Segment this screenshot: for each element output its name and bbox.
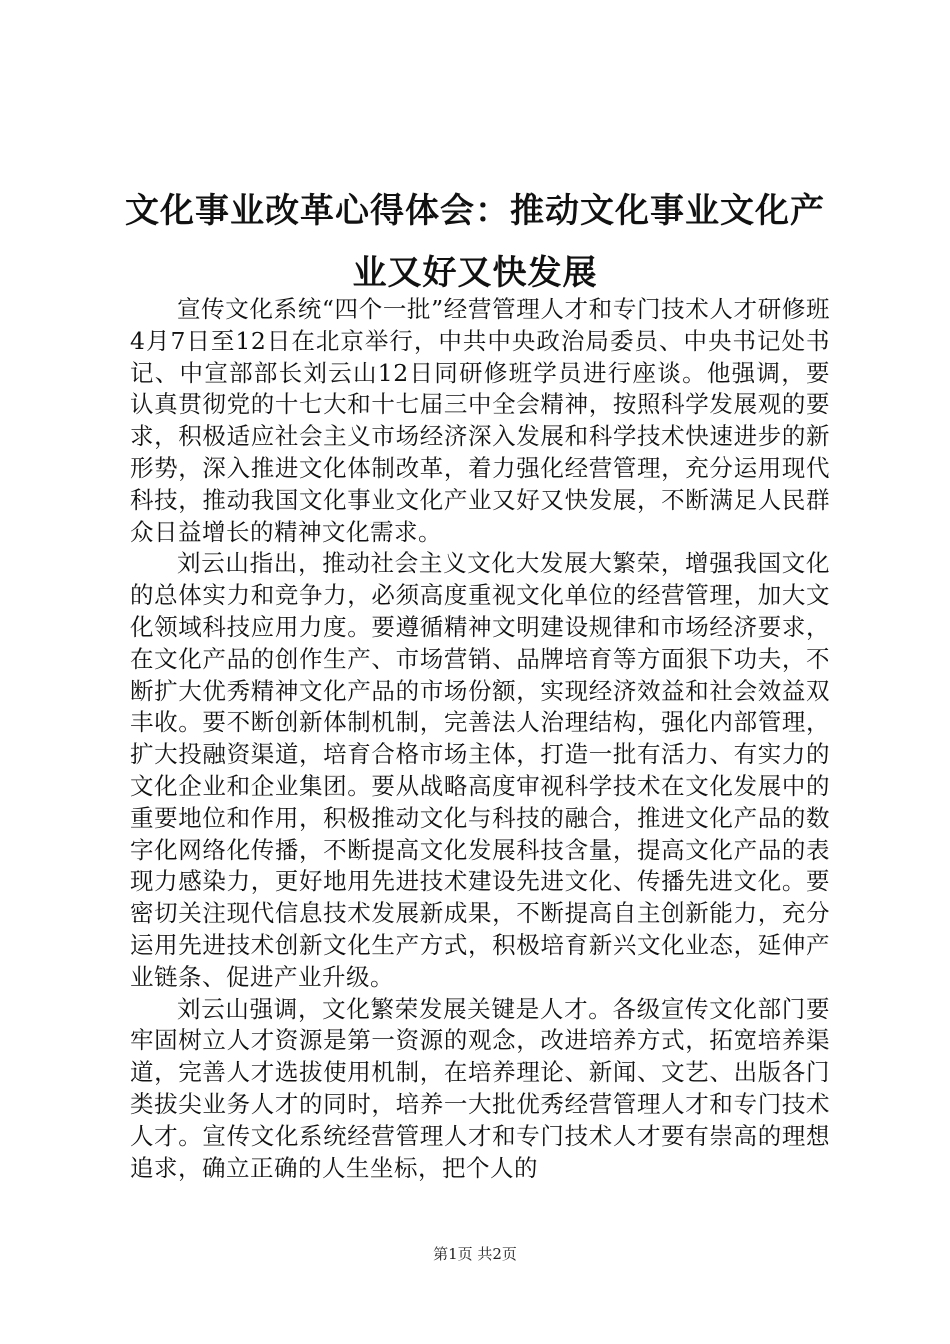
document-body [130, 294, 830, 1184]
paragraph-3: 刘云山强调，文化繁荣发展关键是人才。各级宣传文化部门要牢固树立人才资源是第一资源的观念，改进培养方式，拓宽培养渠道，完善人才选拔使用机制，在培养理论、新闻、文艺、出版各门类拔尖业务人才的同时，培养一大批优秀经营管理人才和专门技术人才。宣传文化系统经营管理人才和专门技术人才要有崇高的理想追求，确立正确的人生坐标，把个人的 [130, 994, 830, 1182]
paragraph-2: 刘云山指出，推动社会主义文化大发展大繁荣，增强我国文化的总体实力和竞争力，必须高度重视文化单位的经营管理，加大文化领域科技应用力度。要遵循精神文明建设规律和市场经济要求，在文化产品的创作生产、市场营销、品牌培育等方面狠下功夫，不断扩大优秀精神文化产品的市场份额，实现经济效益和社会效益双丰收。要不断创新体制机制，完善法人治理结构，强化内部管理，扩大投融资渠道，培育合格市场主体，打造一批有活力、有实力的文化企业和企业集团。要从战略高度审视科学技术在文化发展中的重要地位和作用，积极推动文化与科技的融合，推进文化产品的数字化网络化传播，不断提高文化发展科技含量，提高文化产品的表现力感染力，更好地用先进技术建设先进文化、传播先进文化。要密切关注现代信息技术发展新成果，不断提高自主创新能力，充分运用先进技术创新文化生产方式，积极培育新兴文化业态，延伸产业链条、促进产业升级。 [130, 549, 830, 991]
page-number-footer: 第1页 共2页 [433, 1245, 517, 1263]
document-title: 文化事业改革心得体会：推动文化事业文化产业又好又快发展 [125, 191, 825, 293]
paragraph-1: 宣传文化系统“四个一批”经营管理人才和专门技术人才研修班4月7日至12日在北京举行，中共中央政治局委员、中央书记处书记、中宣部部长刘云山12日同研修班学员进行座谈。他强调，要认真贯彻党的十七大和十七届三中全会精神，按照科学发展观的要求，积极适应社会主义市场经济深入发展和科学技术快速进步的新形势，深入推进文化体制改革，着力强化经营管理，充分运用现代科技，推动我国文化事业文化产业又好又快发展，不断满足人民群众日益增长的精神文化需求。 [130, 295, 830, 546]
